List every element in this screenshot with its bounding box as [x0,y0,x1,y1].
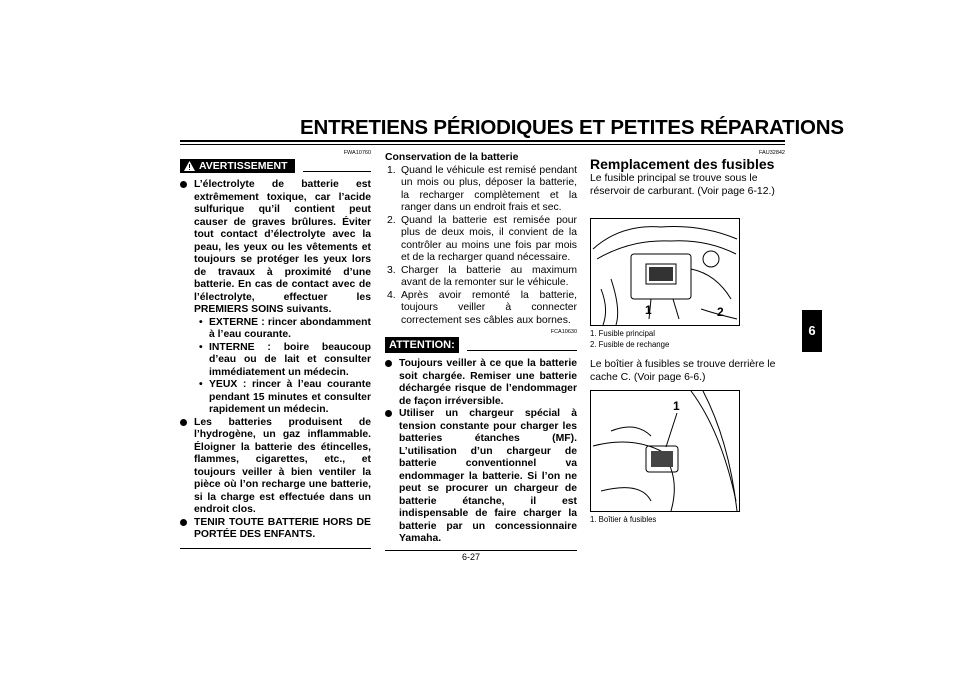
list-item: 1. Quand le véhicule est remisé pendant un mois ou plus, déposer la batterie, la recharger complètement et la ranger dans un endroit frais et sec. [387,164,577,213]
list-item: • YEUX : rincer à l’eau courante pendant 15 minutes et consulter rapidement un médecin. [199,379,371,415]
fusebox-figure [590,390,740,512]
fusebox-illustration [591,391,739,511]
list-item: Les batteries produisent de l’hydrogène, un gaz inflammable. Éloigner la batterie des étincelles, flammes, cigarettes, etc., et toujours veiller à bien ventiler la pièce où l’on recharge une batterie, si la charge est effectuée dans un endroit clos. [180,417,371,517]
warning-column [180,150,371,549]
warning-header [180,159,371,173]
bullet-icon [180,419,187,426]
list-item: Utiliser un chargeur spécial à tension constante pour charger les batteries étanches (MF). L’utilisation d’un chargeur de batterie conventionnel va endommager la batterie. Si l’on ne peut se procurer un chargeur de batterie étanche, il est indispensable de faire charger la batterie par un concessionnaire Yamaha. [385,408,577,546]
figure-caption: 2. Fusible de rechange [590,340,670,349]
warning-triangle-icon [184,161,195,171]
intro-text: Le fusible principal se trouve sous le réservoir de carburant. (Voir page 6-12.) [590,173,775,197]
warning-label: AVERTISSEMENT [199,160,288,172]
list-item: • INTERNE : boire beaucoup d’eau ou de lait et consulter immédiatement un médecin. [199,341,371,378]
bullet-icon [180,519,187,526]
storage-steps [385,165,577,328]
list-item: • EXTERNE : rincer abondamment à l’eau courante. [199,316,371,340]
chapter-tab: 6 [802,310,822,352]
bullet-icon: • [199,379,203,390]
figure-caption: 1. Fusible principal [590,329,656,338]
warning-code: FWA10760 [343,150,371,156]
list-item: Toujours veiller à ce que la batterie soit chargée. Remiser une batterie déchargée risque de l’endommager de façon irréversible. [385,358,577,408]
attention-body [385,358,577,546]
attention-label: ATTENTION: [385,337,459,353]
section-heading: Remplacement des fusibles [590,156,775,172]
bullet-icon [180,181,187,188]
section-code: FAU32842 [759,150,785,156]
warning-end-rule [180,548,371,549]
callout-label: 1 [645,303,652,317]
attention-end-rule [385,550,577,551]
title-rule [180,140,785,142]
callout-label: 2 [717,305,724,319]
bullet-icon [385,360,392,367]
page-title: ENTRETIENS PÉRIODIQUES ET PETITES RÉPARATIONS [300,116,844,139]
page-number: 6-27 [462,552,481,562]
list-item: 2. Quand la batterie est remisée pour plus de deux mois, il convient de la contrôler au moins une fois par mois et de la recharger quand nécessaire. [387,214,577,263]
section-heading: Conservation de la batterie [385,152,519,163]
list-item: 3. Charger la batterie au maximum avant de la remonter sur le véhicule. [387,264,577,288]
title-rule-thin [180,144,785,145]
bullet-icon: • [199,341,203,353]
figure-caption: 1. Boîtier à fusibles [590,515,657,524]
bullet-icon: • [199,316,203,328]
bullet-icon [385,410,392,417]
attention-header [385,337,577,353]
warning-body [180,179,371,542]
attention-code: FCA10630 [550,329,577,335]
list-item: L’électrolyte de batterie est extrêmement toxique, car l’acide sulfurique qu’il contient peut causer de graves brûlures. Éviter tout contact d’électrolyte avec la peau, les yeux ou les vêtements et toujours se protéger les yeux lors de travaux à proximité d’une batterie. En cas de contact avec de l’électrolyte, effectuer les PREMIERS SOINS suivants. [180,179,371,317]
fuses-column [590,150,785,524]
fusebox-text: Le boîtier à fusibles se trouve derrière le cache C. (Voir page 6-6.) [590,359,776,383]
main-fuse-figure [590,218,740,326]
list-item: TENIR TOUTE BATTERIE HORS DE PORTÉE DES ENFANTS. [180,517,371,542]
battery-storage-column [385,152,577,551]
callout-label: 1 [673,399,680,413]
list-item: 4. Après avoir remonté la batterie, toujours veiller à connecter correctement ses câbles aux bornes. [387,289,577,326]
warning-label-box [180,159,295,173]
